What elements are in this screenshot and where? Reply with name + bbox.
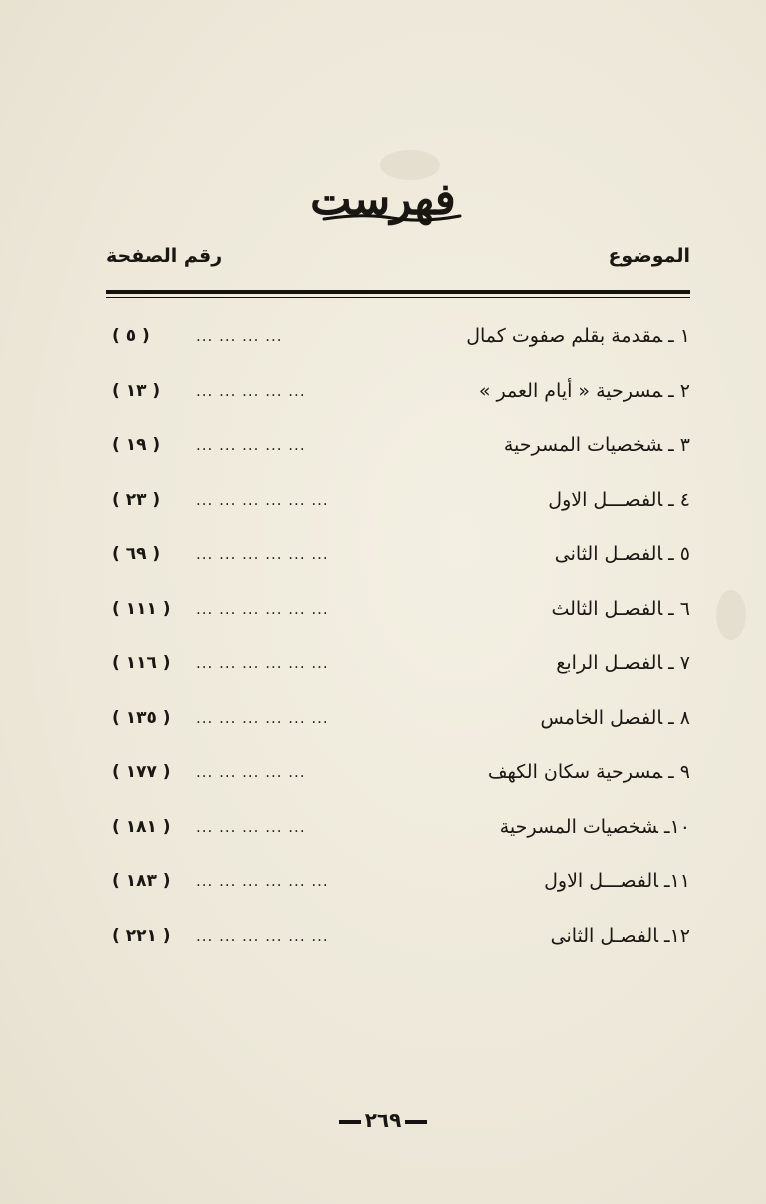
- leader-dots: ... ... ... ... ... ...: [196, 490, 329, 509]
- header-divider-thin: [106, 297, 690, 298]
- toc-entry: [110, 863, 690, 918]
- leader-dots: ... ... ... ... ... ...: [196, 654, 329, 672]
- entry-page-number: ( ١١١ ): [112, 598, 171, 619]
- entry-page-number: ( ٥ ): [112, 326, 150, 346]
- entry-label: ٤ ـالفصـــل الاول: [548, 488, 690, 511]
- entry-page-number: ( ١٣ ): [112, 380, 161, 401]
- entry-label: ٦ ـالفصـل الثالث: [551, 597, 690, 620]
- entry-label: ٧ ـالفصـل الرابع: [556, 652, 690, 674]
- entry-label: ٨ ـالفصل الخامس: [540, 706, 690, 729]
- leader-dots: ... ... ... ... ...: [196, 381, 306, 400]
- paper-stain: [716, 590, 746, 640]
- entry-page-number: ( ١٩ ): [112, 435, 161, 455]
- entry-page-number: ( ١٧٧ ): [112, 762, 171, 782]
- entry-page-number: ( ١١٦ ): [112, 653, 171, 673]
- page-column-label: رقم الصفحة: [106, 245, 223, 267]
- toc-entry: [110, 482, 690, 537]
- toc-entry: [110, 700, 690, 755]
- leader-dots: ... ... ... ... ... ...: [196, 545, 329, 563]
- entry-page-number: ( ٦٩ ): [112, 544, 161, 564]
- toc-header: [106, 245, 690, 279]
- footer-dash: [339, 1120, 361, 1124]
- entry-page-number: ( ١٨١ ): [112, 816, 171, 837]
- entry-label: ١٠ـشخصيات المسرحية: [499, 815, 690, 838]
- leader-dots: ... ... ... ... ...: [196, 436, 306, 454]
- entry-label: ٥ ـالفصـل الثانى: [554, 543, 690, 565]
- toc-entry: [110, 591, 690, 646]
- footer-page-number: ٢٦٩: [364, 1108, 402, 1132]
- table-of-contents: [110, 318, 690, 972]
- leader-dots: ... ... ... ...: [196, 327, 283, 345]
- entry-page-number: ( ٢٣ ): [112, 489, 161, 510]
- entry-page-number: ( ٢٢١ ): [112, 925, 171, 946]
- entry-label: ٢ ـمسرحية « أيام العمر »: [478, 379, 690, 402]
- title-flourish-icon: [322, 211, 462, 223]
- header-divider: [106, 290, 690, 294]
- entry-label: ١ ـمقدمة بقلم صفوت كمال: [466, 325, 690, 347]
- entry-label: ٣ ـشخصيات المسرحية: [503, 434, 690, 456]
- entry-label: ١٢ـالفصـل الثانى: [550, 924, 690, 947]
- footer-dash: [405, 1120, 427, 1124]
- toc-entry: [110, 645, 690, 700]
- leader-dots: ... ... ... ... ... ...: [196, 708, 329, 727]
- leader-dots: ... ... ... ... ...: [196, 763, 306, 781]
- entry-page-number: ( ١٨٣ ): [112, 871, 171, 891]
- toc-entry: [110, 318, 690, 373]
- page-footer: [0, 1108, 766, 1132]
- leader-dots: ... ... ... ... ...: [196, 817, 306, 836]
- entry-page-number: ( ١٣٥ ): [112, 707, 171, 728]
- leader-dots: ... ... ... ... ... ...: [196, 926, 329, 945]
- entry-label: ١١ـالفصـــل الاول: [544, 870, 690, 892]
- toc-entry: [110, 536, 690, 591]
- entry-label: ٩ ـمسرحية سكان الكهف: [487, 761, 690, 783]
- topic-column-label: الموضوع: [608, 245, 690, 267]
- page-title: فهرست: [310, 174, 456, 225]
- toc-entry: [110, 918, 690, 973]
- leader-dots: ... ... ... ... ... ...: [196, 872, 329, 890]
- toc-entry: [110, 754, 690, 809]
- toc-entry: [110, 809, 690, 864]
- toc-entry: [110, 427, 690, 482]
- toc-entry: [110, 373, 690, 428]
- leader-dots: ... ... ... ... ... ...: [196, 599, 329, 618]
